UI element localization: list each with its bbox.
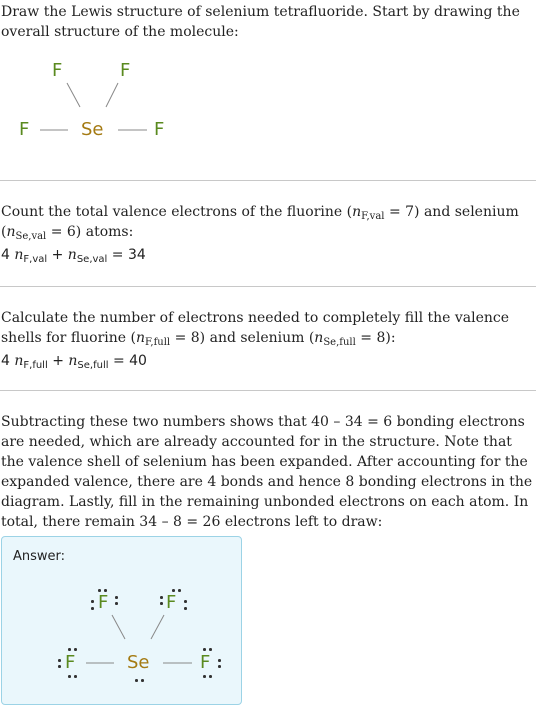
atom-fluorine-top-left: F [52, 60, 63, 81]
answer-atom-fluorine-left: F [65, 652, 76, 673]
atom-fluorine-top-right: F [120, 60, 131, 81]
atom-fluorine-left: F [19, 119, 30, 140]
answer-atom-fluorine-right: F [200, 652, 211, 673]
answer-bond-upper-left [112, 615, 125, 639]
answer-atom-fluorine-top-left: F [98, 592, 109, 613]
step1-text: Count the total valence electrons of the fluorine $(n_{F,val} = 7)$ and selenium $(n_{Se,val} = 6)$ atoms: [1, 204, 519, 242]
step2-text: Calculate the number of electrons needed to completely fill the valence shells for fluorine $(n_{F,full} = 8)$ and selenium $(n_{Se,full} = 8)$: [1, 310, 510, 348]
atom-selenium: Se [81, 119, 104, 140]
step3-text: Subtracting these two numbers shows that 40 – 34 = 6 bonding electrons are needed, which are already accounted for in the structure. Note that the valence shell of selenium has been expanded. After accounting for the expanded valence, there are 4 bonds and hence 8 bonding electrons in the diagram. Lastly, fill in the remaining unbonded electrons on each atom. In total, there remain 34 – 8 = 26 electrons left to draw: [1, 414, 533, 530]
answer-atom-selenium: Se [127, 652, 150, 673]
atom-fluorine-right: F [154, 119, 165, 140]
step2-equation: 4 $n_{F,full} + n_{Se,full} = 40$ [1, 353, 147, 371]
answer-atom-fluorine-top-right: F [166, 592, 177, 613]
step1-equation: 4 $n_{F,val} + n_{Se,val} = 34$ [1, 247, 146, 265]
answer-bond-upper-right [151, 615, 164, 639]
answer-label: Answer: [13, 549, 66, 564]
intro-text: Draw the Lewis structure of selenium tetrafluoride. Start by drawing the overall structure of the molecule: [1, 4, 520, 40]
